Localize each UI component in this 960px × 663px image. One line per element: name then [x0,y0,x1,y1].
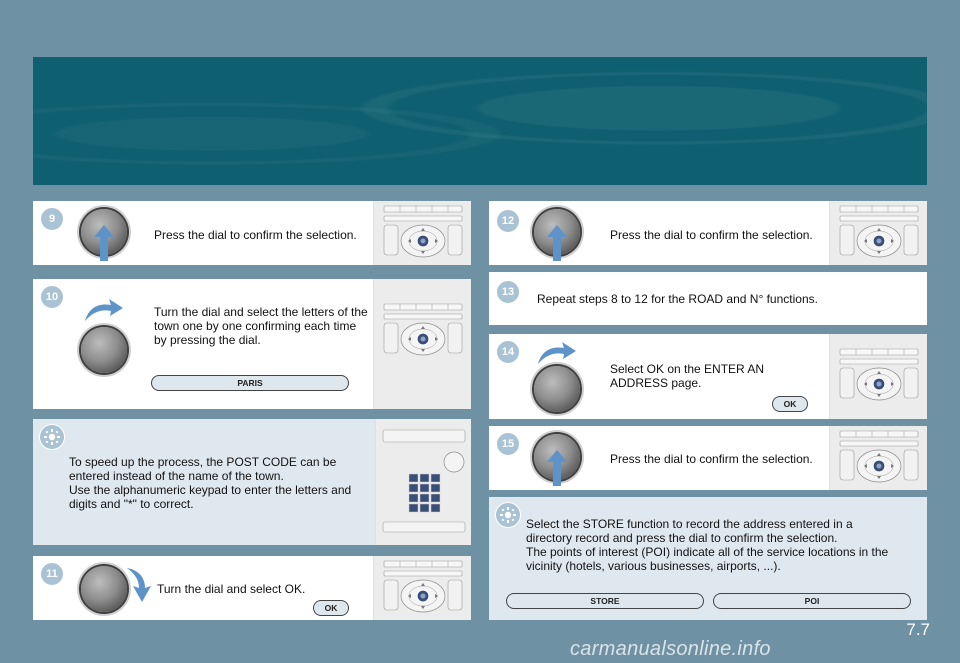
step-badge: 11 [40,562,64,586]
dial-icon [81,566,127,612]
poi-option[interactable]: POI [713,593,911,609]
control-panel-icon [830,344,927,408]
step-text: Press the dial to confirm the selection. [610,228,813,242]
ok-option[interactable]: OK [772,396,808,412]
store-option[interactable]: STORE [506,593,704,609]
watermark: carmanualsonline.info [570,638,771,660]
tip-panel-store [489,497,927,620]
step-15-panel [489,426,927,490]
device-panel [829,201,927,265]
lightbulb-icon [39,424,65,450]
step-badge: 10 [40,285,64,309]
control-panel-icon [830,201,927,265]
control-panel-icon [830,426,927,490]
step-14-panel [489,334,927,419]
turn-down-arrow-icon [125,566,155,602]
tip-text-1: To speed up the process, the POST CODE can be entered instead of the name of the town. [69,455,337,483]
tip-text-2: Use the alphanumeric keypad to enter the letters and digits and "*" to correct. [69,483,352,511]
control-panel-icon [374,299,471,363]
step-badge: 13 [496,280,520,304]
device-panel [373,201,471,265]
press-arrow-icon [547,450,567,486]
control-panel-icon [374,201,471,265]
lightbulb-icon [495,502,521,528]
step-text: Turn the dial and select OK. [157,582,306,596]
turn-arrow-icon [536,340,576,366]
step-badge: 14 [496,340,520,364]
tip-text-2: The points of interest (POI) indicate all of the service locations in the vicinity (hotels, various businesses, airports, ...). [526,545,889,573]
ok-option[interactable]: OK [313,600,349,616]
step-text: Select OK on the ENTER AN ADDRESS page. [610,362,765,390]
press-arrow-icon [547,225,567,261]
dial-icon [81,327,127,373]
step-badge: 9 [40,207,64,231]
keypad-icon [376,422,471,542]
step-text: Press the dial to confirm the selection. [154,228,357,242]
step-12-panel [489,201,927,265]
step-text: Turn the dial and select the letters of the town one by one confirming each time by pressing the dial. [154,305,368,347]
control-panel-icon [374,556,471,620]
tip-text-1: Select the STORE function to record the address entered in a directory record and press the dial to confirm the selection. [526,517,853,545]
step-10-panel [33,279,471,409]
paris-option[interactable]: PARIS [151,375,349,391]
keypad-panel [375,419,471,545]
dial-icon [534,366,580,412]
device-panel [373,279,471,409]
header-banner [33,57,927,185]
step-13-panel [489,272,927,325]
turn-arrow-icon [83,297,123,323]
step-text: Repeat steps 8 to 12 for the ROAD and N° functions. [537,292,818,306]
step-badge: 12 [496,209,520,233]
tip-panel-postcode [33,419,471,545]
step-text: Press the dial to confirm the selection. [610,452,813,466]
step-9-panel [33,201,471,265]
press-arrow-icon [94,225,114,261]
device-panel [829,426,927,490]
step-badge: 15 [496,432,520,456]
device-panel [373,556,471,620]
step-11-panel [33,556,471,620]
page-number: 7.7 [906,620,930,639]
device-panel [829,334,927,419]
